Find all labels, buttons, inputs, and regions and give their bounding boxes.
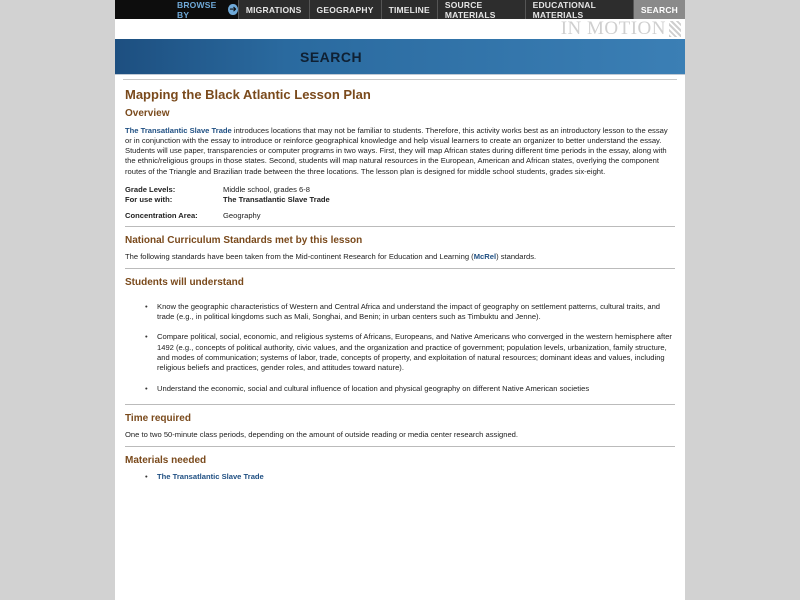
standards-text-before: The following standards have been taken from the Mid-continent Research for Education and Learning ( (125, 252, 474, 262)
for-use-label: For use with: (125, 195, 173, 205)
top-nav (115, 0, 685, 19)
browse-by-label: BROWSE BY (177, 0, 217, 20)
concentration-row (125, 211, 675, 221)
overview-paragraph (125, 126, 675, 177)
list-item: • Understand the economic, social and cultural influence of location and physical geography on different Native American societies (145, 384, 675, 394)
section-divider (125, 446, 675, 447)
grade-levels-value: Middle school, grades 6-8 (223, 185, 310, 195)
grade-levels-row (125, 185, 675, 195)
page-title: Mapping the Black Atlantic Lesson Plan (125, 87, 371, 102)
banner-title: SEARCH (300, 48, 363, 65)
concentration-label: Concentration Area: (125, 210, 198, 220)
understand-heading: Students will understand (125, 276, 244, 288)
materials-heading: Materials needed (125, 454, 207, 466)
section-divider (125, 226, 675, 227)
nav-timeline[interactable]: TIMELINE (381, 0, 437, 19)
page (115, 0, 685, 600)
logo-bar (115, 19, 685, 39)
understand-list (145, 302, 675, 394)
overview-heading: Overview (125, 108, 170, 120)
standards-text-after: ) standards. (496, 252, 537, 262)
section-divider (125, 268, 675, 269)
standards-paragraph (125, 252, 675, 262)
grade-levels-label: Grade Levels: (125, 185, 176, 195)
mcrel-link[interactable]: McRel (473, 252, 497, 262)
list-item: • Know the geographic characteristics of Western and Central Africa and understand the impact of geography on settlement patterns, cultural traits, and trade (e.g., in political kingdoms such as Mali, Songhai, and Benin; in urban centers such as Timbuktu and Jenne). (145, 302, 675, 323)
list-item (145, 472, 675, 482)
standards-heading: National Curriculum Standards met by this lesson (125, 234, 363, 246)
in-motion-logo[interactable] (561, 18, 681, 40)
nav-geography[interactable]: GEOGRAPHY (309, 0, 381, 19)
section-divider (125, 404, 675, 405)
arrow-right-icon: ➜ (229, 4, 237, 14)
materials-list (145, 472, 675, 482)
concentration-value: Geography (223, 210, 261, 220)
nav-migrations[interactable]: MIGRATIONS (238, 0, 309, 19)
time-heading: Time required (125, 412, 191, 424)
browse-by-button[interactable] (115, 0, 238, 19)
main-content (115, 80, 685, 482)
for-use-row (125, 195, 675, 205)
logo-stripes-icon (669, 21, 681, 37)
time-text: One to two 50-minute class periods, depending on the amount of outside reading or media center research assigned. (125, 430, 519, 440)
nav-educational-materials[interactable]: EDUCATIONAL MATERIALS (525, 0, 633, 19)
search-banner (115, 39, 685, 75)
materials-link[interactable]: The Transatlantic Slave Trade (157, 471, 264, 481)
nav-source-materials[interactable]: SOURCE MATERIALS (437, 0, 525, 19)
overview-text: introduces locations that may not be familiar to students. Therefore, this activity works best as an introductory lesson to the essay or in conjunction with the essay to introduce or reinforce geographical knowledge and help visual learners to create an organizer to better understand the essay. Students will use paper, transparencies or computer programs in two ways. First, they will map African states during different time periods in the essay, along with the ethnic/religious groups in those states. Second, students will map natural resources in the European, American and African states, overlying the component routes of the Triangle and Brazilian trade between the three locations. The lesson plan is designed for middle school students, grades six-eight. (125, 125, 668, 176)
nav-search[interactable]: SEARCH (633, 0, 685, 19)
list-item: • Compare political, social, economic, and religious systems of Africans, Europeans, and Native Americans who converged in the western hemisphere after 1492 (e.g., concepts of political authority, civic values, and the organization and practice of government; population levels, urbanization, family structure, and modes of communication; systems of labor, trade, concepts of property, and exploitation of natural resources; dominant ideas and values, including religious beliefs and practices, gender roles, and attitudes toward nature). (145, 332, 675, 373)
logo-text: IN MOTION (560, 18, 666, 39)
for-use-link[interactable]: The Transatlantic Slave Trade (223, 195, 330, 205)
overview-link[interactable]: The Transatlantic Slave Trade (125, 125, 232, 135)
